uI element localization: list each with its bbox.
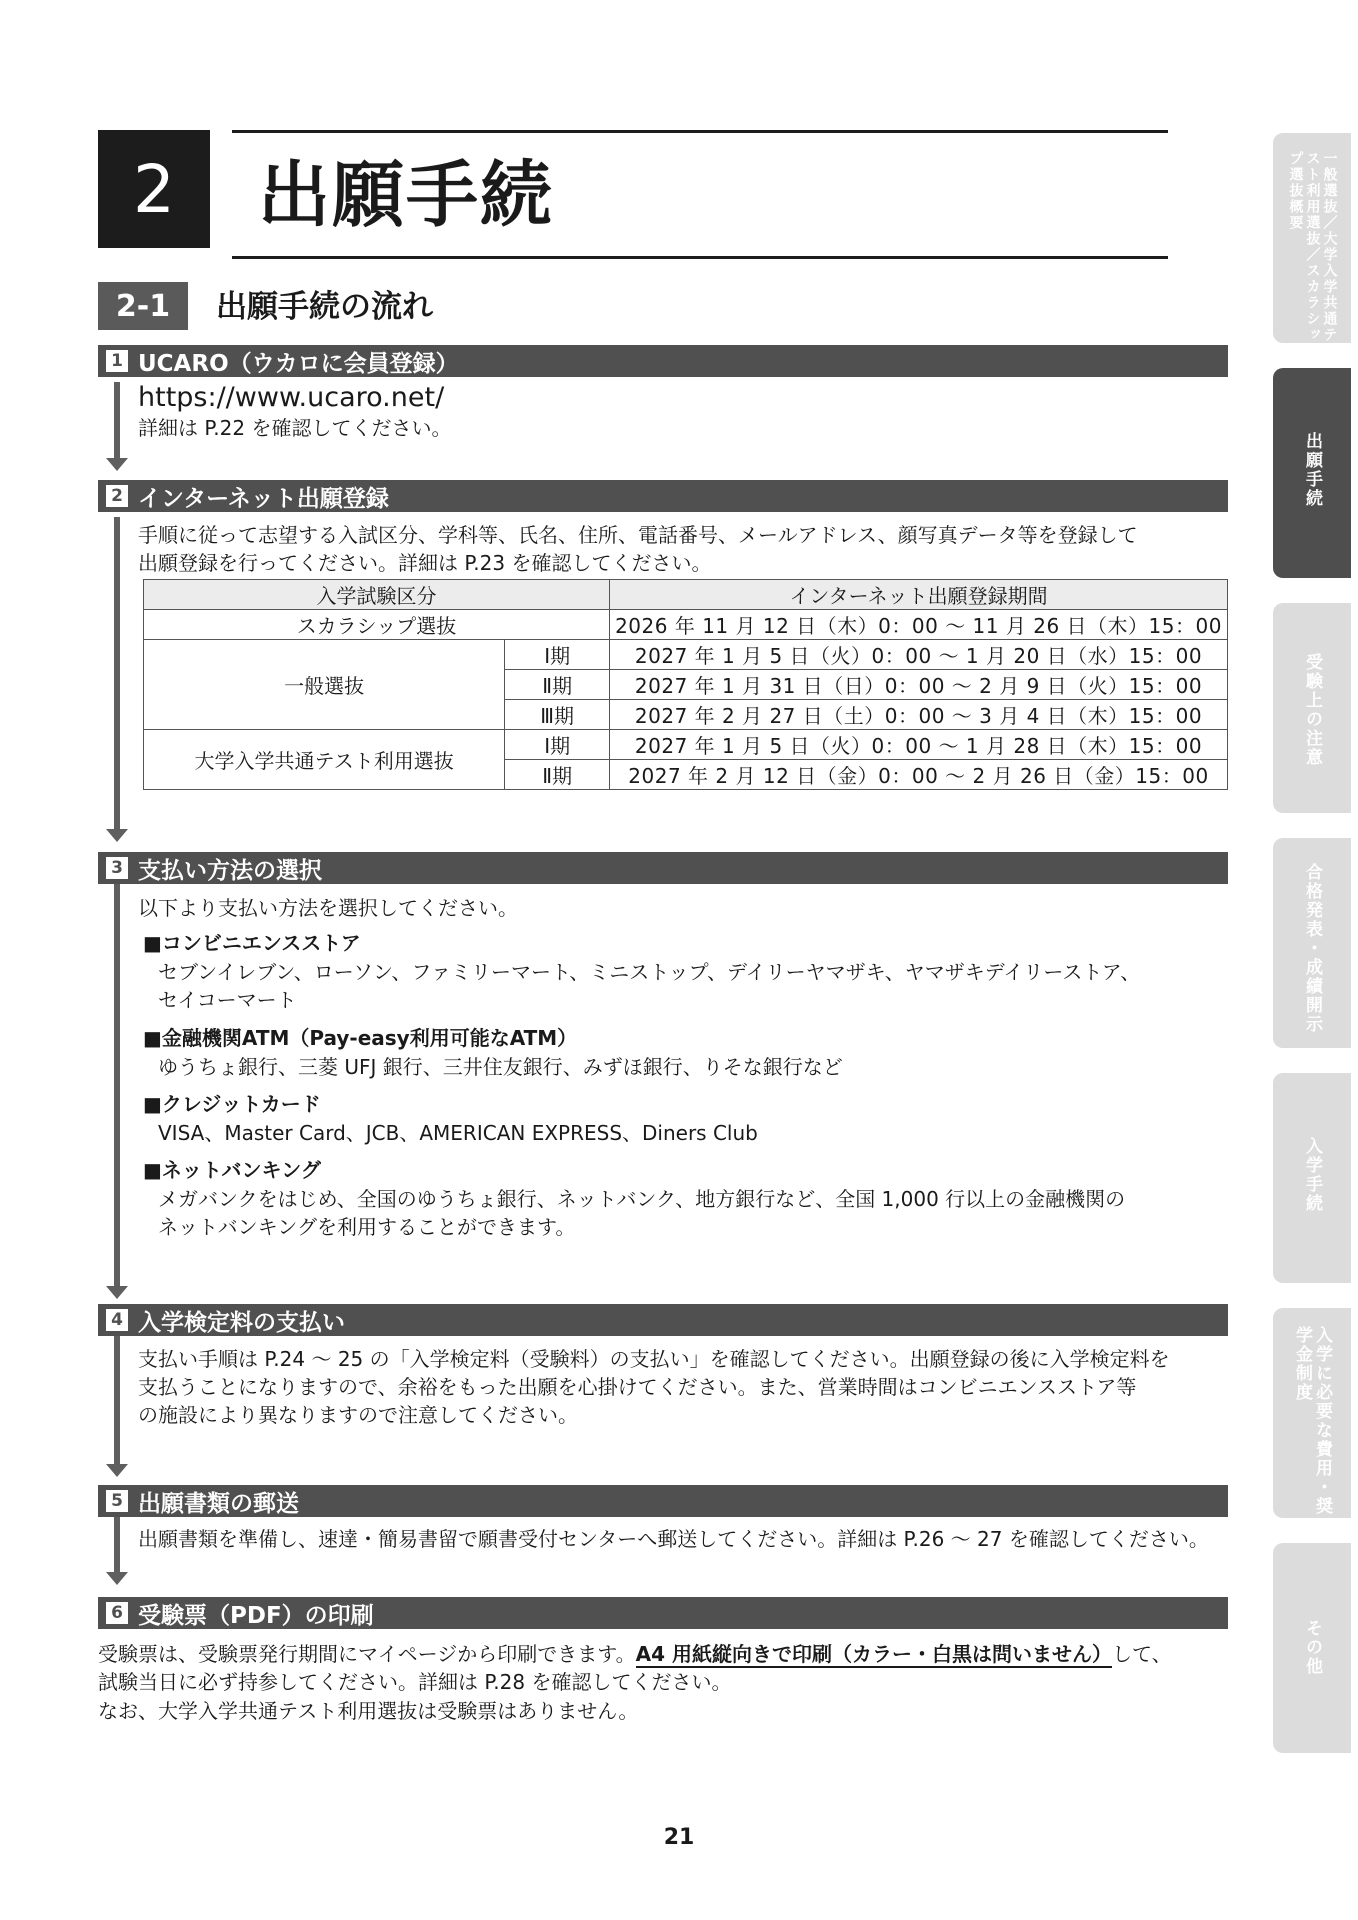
payment-method-detail: セブンイレブン、ローソン、ファミリーマート、ミニストップ、デイリーヤマザキ、ヤマザキデイリーストア、 <box>158 960 1141 984</box>
step-bar-6 <box>98 1597 1228 1629</box>
side-tab-label: 入学に必要な費用・奨学金制度 <box>1292 1326 1332 1516</box>
table-cell-term: Ⅱ期 <box>505 670 610 700</box>
side-tab-enrollment[interactable] <box>1273 1073 1351 1283</box>
step-bar-5 <box>98 1485 1228 1517</box>
step-6-text-a: 受験票は、受験票発行期間にマイページから印刷できます。 <box>98 1642 636 1666</box>
step-4-text-line2: 支払うことになりますので、余裕をもった出願を心掛けてください。また、営業時間はコンビニエンスストア等 <box>138 1375 1137 1399</box>
chapter-rule-bottom <box>232 256 1168 259</box>
flow-arrow-4 <box>106 1464 128 1477</box>
flow-line-4 <box>114 1336 120 1466</box>
step-3-intro: 以下より支払い方法を選択してください。 <box>138 896 518 920</box>
table-header-period: インターネット出願登録期間 <box>610 580 1228 610</box>
side-tab-other[interactable] <box>1273 1543 1351 1753</box>
table-cell-period: 2027 年 2 月 27 日（土）0：00 ～ 3 月 4 日（木）15：00 <box>610 700 1228 730</box>
step-5-text: 出願書類を準備し、速達・簡易書留で願書受付センターへ郵送してください。詳細は P.26 ～ 27 を確認してください。 <box>138 1527 1209 1551</box>
table-row <box>144 730 1228 760</box>
table-cell-term: Ⅲ期 <box>505 700 610 730</box>
payment-method-heading: ■コンビニエンスストア <box>143 931 361 955</box>
side-tab-selection-overview[interactable] <box>1273 133 1351 343</box>
step-title: 支払い方法の選択 <box>138 857 322 884</box>
table-cell-category: 一般選抜 <box>144 640 505 730</box>
step-4-text-line3: の施設により異なりますので注意してください。 <box>138 1403 578 1427</box>
table-row <box>144 640 1228 670</box>
table-cell-period: 2027 年 1 月 31 日（日）0：00 ～ 2 月 9 日（火）15：00 <box>610 670 1228 700</box>
table-cell-period: 2027 年 1 月 5 日（火）0：00 ～ 1 月 20 日（水）15：00 <box>610 640 1228 670</box>
step-6-text-line1 <box>98 1640 1238 1668</box>
page-number: 21 <box>663 1825 695 1850</box>
table-cell-term: Ⅱ期 <box>505 760 610 790</box>
chapter-title: 出願手続 <box>258 153 555 237</box>
flow-line-1 <box>114 382 120 460</box>
registration-period-table <box>143 579 1228 790</box>
table-row <box>144 610 1228 640</box>
step-1-detail: 詳細は P.22 を確認してください。 <box>138 416 452 440</box>
payment-method-heading: ■ネットバンキング <box>143 1158 321 1182</box>
side-tab-application[interactable] <box>1273 368 1351 578</box>
side-tab-results[interactable] <box>1273 838 1351 1048</box>
side-tab-exam-notes[interactable] <box>1273 603 1351 813</box>
table-cell-category: スカラシップ選抜 <box>144 610 610 640</box>
step-4-text-line1: 支払い手順は P.24 ～ 25 の「入学検定料（受験料）の支払い」を確認してください。出願登録の後に入学検定料を <box>138 1347 1170 1371</box>
step-bar-4 <box>98 1304 1228 1336</box>
side-tab-label: 合格発表・成績開示 <box>1302 863 1322 1034</box>
table-header-row <box>144 580 1228 610</box>
table-cell-period: 2027 年 2 月 12 日（金）0：00 ～ 2 月 26 日（金）15：00 <box>610 760 1228 790</box>
table-header-category: 入学試験区分 <box>144 580 610 610</box>
step-title: 受験票（PDF）の印刷 <box>138 1602 374 1629</box>
flow-arrow-5 <box>106 1572 128 1585</box>
payment-method-detail: メガバンクをはじめ、全国のゆうちょ銀行、ネットバンク、地方銀行など、全国 1,000 行以上の金融機関の <box>158 1187 1126 1211</box>
table-cell-period: 2026 年 11 月 12 日（木）0：00 ～ 11 月 26 日（木）15：00 <box>610 610 1228 640</box>
step-6-text-line2: 試験当日に必ず持参してください。詳細は P.28 を確認してください。 <box>98 1670 732 1694</box>
section-title: 出願手続の流れ <box>216 289 433 325</box>
side-tab-label: その他 <box>1302 1619 1322 1676</box>
chapter-number: 2 <box>98 130 210 248</box>
step-title: 出願書類の郵送 <box>138 1490 299 1517</box>
step-title: 入学検定料の支払い <box>138 1309 345 1336</box>
step-number: 4 <box>106 1309 128 1331</box>
payment-method-detail: ゆうちょ銀行、三菱 UFJ 銀行、三井住友銀行、みずほ銀行、りそな銀行など <box>158 1055 843 1079</box>
flow-arrow-1 <box>106 458 128 471</box>
chapter-rule-top <box>232 130 1168 133</box>
step-number: 1 <box>106 350 128 372</box>
side-tab-costs-scholarships[interactable] <box>1273 1308 1351 1518</box>
side-tab-label: 受験上の注意 <box>1302 653 1322 767</box>
flow-arrow-2 <box>106 829 128 842</box>
step-number: 5 <box>106 1490 128 1512</box>
step-bar-3 <box>98 852 1228 884</box>
table-cell-term: Ⅰ期 <box>505 730 610 760</box>
step-number: 6 <box>106 1602 128 1624</box>
flow-line-3 <box>114 884 120 1288</box>
flow-line-2 <box>114 517 120 831</box>
payment-method-detail: セイコーマート <box>158 988 297 1012</box>
side-tab-label: 入学手続 <box>1302 1137 1322 1213</box>
step-2-text-line1: 手順に従って志望する入試区分、学科等、氏名、住所、電話番号、メールアドレス、顔写真データ等を登録して <box>138 523 1138 547</box>
flow-arrow-3 <box>106 1286 128 1299</box>
step-title: インターネット出願登録 <box>138 485 389 512</box>
step-2-text-line2: 出願登録を行ってください。詳細は P.23 を確認してください。 <box>138 551 712 575</box>
payment-method-detail: ネットバンキングを利用することができます。 <box>158 1215 576 1239</box>
side-tab-label: 一般選抜／大学入学共通テスト利用選抜／スカラシップ選抜概要 <box>1287 151 1338 343</box>
step-title: UCARO（ウカロに会員登録） <box>138 350 459 377</box>
step-6-text-line3: なお、大学入学共通テスト利用選抜は受験票はありません。 <box>98 1699 639 1723</box>
step-number: 2 <box>106 485 128 507</box>
table-cell-category: 大学入学共通テスト利用選抜 <box>144 730 505 790</box>
table-cell-term: Ⅰ期 <box>505 640 610 670</box>
step-bar-1 <box>98 345 1228 377</box>
step-number: 3 <box>106 857 128 879</box>
payment-method-detail: VISA、Master Card、JCB、AMERICAN EXPRESS、Diners Club <box>158 1121 758 1145</box>
step-6-text-c: して、 <box>1111 1642 1172 1666</box>
section-number: 2-1 <box>98 282 188 330</box>
side-tab-label: 出願手続 <box>1302 432 1322 508</box>
flow-line-5 <box>114 1517 120 1574</box>
step-bar-2 <box>98 480 1228 512</box>
print-instruction-emphasis: A4 用紙縦向きで印刷（カラー・白黒は問いません） <box>635 1642 1112 1666</box>
payment-method-heading: ■金融機関ATM（Pay-easy利用可能なATM） <box>143 1026 578 1050</box>
ucaro-url[interactable]: https://www.ucaro.net/ <box>138 382 445 413</box>
table-cell-period: 2027 年 1 月 5 日（火）0：00 ～ 1 月 28 日（木）15：00 <box>610 730 1228 760</box>
payment-method-heading: ■クレジットカード <box>143 1092 321 1116</box>
